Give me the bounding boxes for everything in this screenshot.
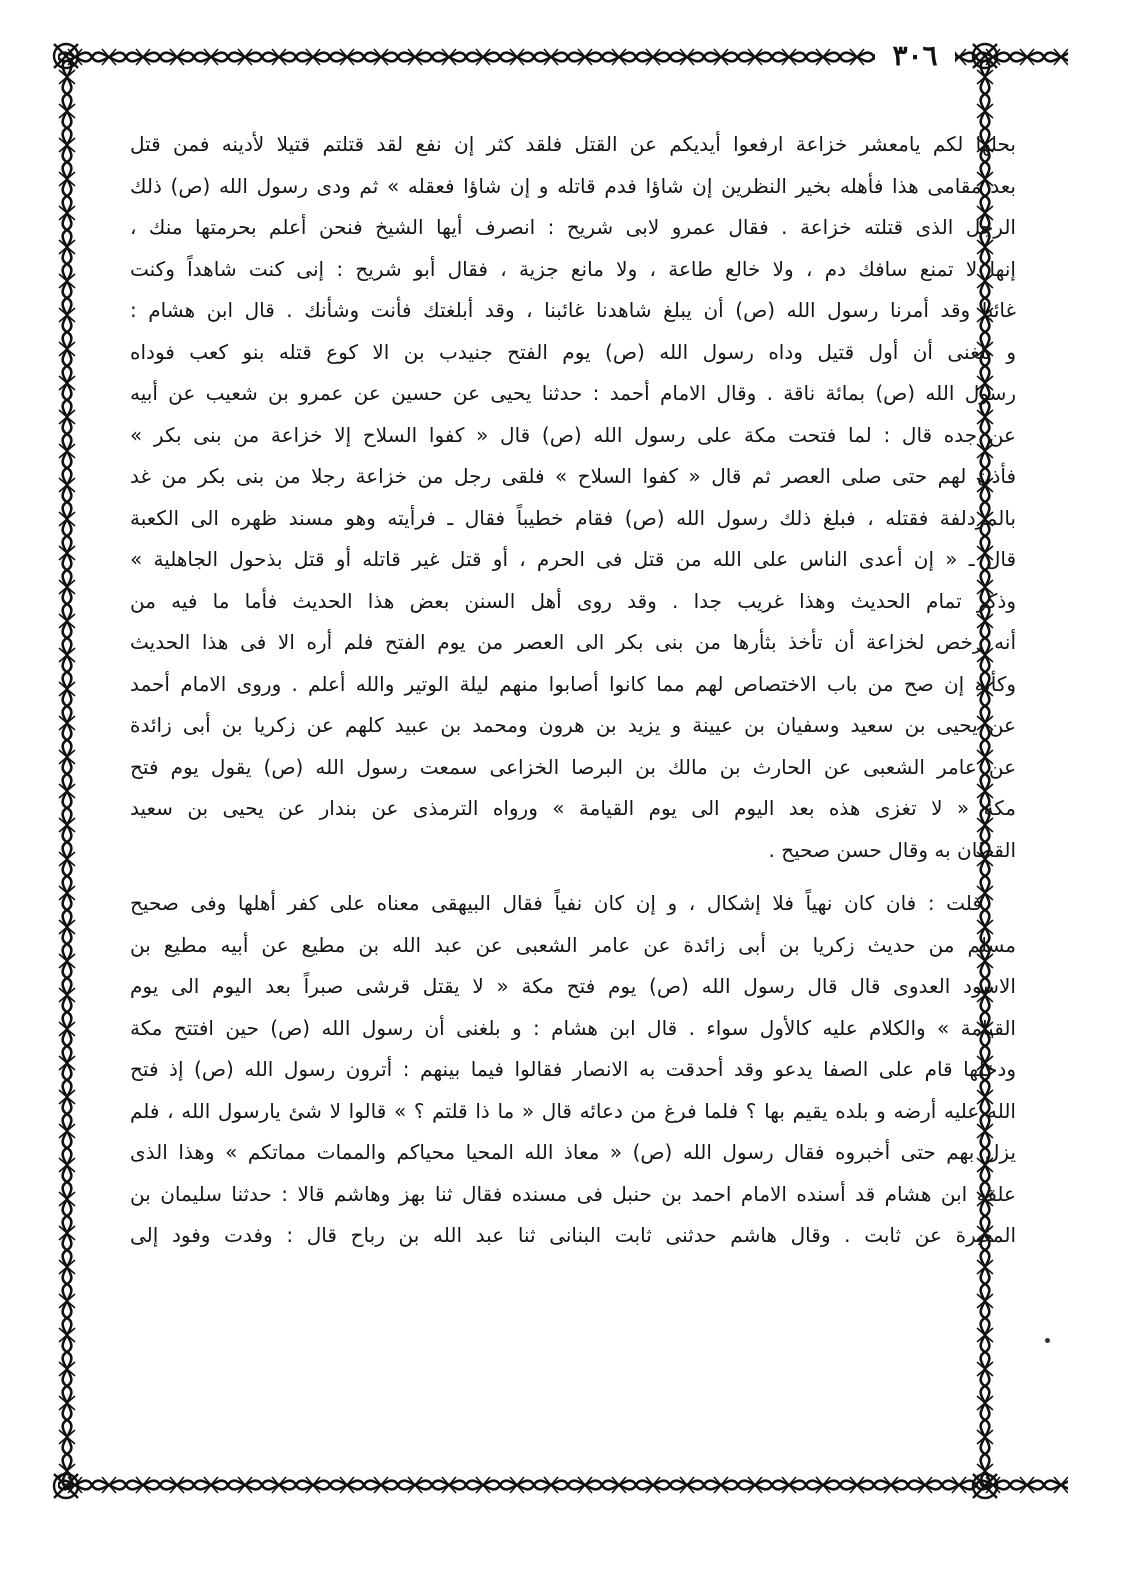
text-line: عن يحيى بن سعيد وسفيان بن عيينة و يزيد بن هرون ومحمد بن عبيد كلهم عن زكريا بن أبى زائدة bbox=[130, 713, 1016, 737]
text-line: القيامة » والكلام عليه كالأول سواء . قال ابن هشام : و بلغنى أن رسول الله (ص) حين افتتح مكة bbox=[130, 1015, 1016, 1040]
text-line: فأذن لهم حتى صلى العصر ثم قال « كفوا السلاح » فلقى رجل من خزاعة رجلا من بنى بكر من غد bbox=[130, 464, 1016, 488]
border-left bbox=[50, 60, 84, 1490]
text-line: وذكر تمام الحديث وهذا غريب جدا . وقد روى أهل السنن بعض هذا الحديث فأما ما فيه من bbox=[130, 588, 1016, 613]
text-line: يزل بهم حتى أخبروه فقال رسول الله (ص) « معاذ الله المحيا محياكم والممات مماتكم » وهذا الذى bbox=[130, 1140, 1016, 1164]
text-line: غائبا وقد أمرنا رسول الله (ص) أن يبلغ شاهدنا غائبنا ، وقد أبلغتك فأنت وشأنك . قال ابن هشام : bbox=[130, 298, 1016, 322]
text-line: أنه رخص لخزاعة أن تأخذ بثأرها من بنى بكر الى العصر من يوم الفتح فلم أره الا فى هذا الحديث bbox=[130, 630, 1016, 654]
text-line: بعد مقامى هذا فأهله بخير النظرين إن شاؤا فدم قاتله و إن شاؤا فعقله » ثم ودى رسول الله (ص) ذلك bbox=[130, 173, 1016, 198]
text-line: الاسود العدوى قال قال رسول الله (ص) يوم فتح مكة « لا يقتل قرشى صبراً بعد اليوم الى يوم bbox=[130, 974, 1016, 998]
text-line: الرجل الذى قتلته خزاعة . فقال عمرو لابى شريح : انصرف أيها الشيخ فنحن أعلم بحرمتها منك ، bbox=[130, 215, 1016, 239]
text-line: قال ـ « إن أعدى الناس على الله من قتل فى الحرم ، أو قتل غير قاتله أو قتل بذحول الجاهلية » bbox=[130, 547, 1016, 571]
text-line: مسلم من حديث زكريا بن أبى زائدة عن عامر الشعبى عن عبد الله بن مطيع عن أبيه مطيع بن bbox=[130, 932, 1016, 957]
body-text bbox=[130, 124, 1016, 1257]
text-line: إنها لا تمنع سافك دم ، ولا خالع طاعة ، ولا مانع جزية ، فقال أبو شريح : إنى كنت شاهداً وكنت bbox=[130, 256, 1016, 281]
text-line: رسول الله (ص) بمائة ناقة . وقال الامام أحمد : حدثنا يحيى عن حسين عن عمرو بن شعيب عن أبيه bbox=[130, 381, 1016, 405]
page-number: ٣٠٦ bbox=[875, 38, 955, 74]
text-line: وكأنه إن صح من باب الاختصاص لهم مما كانوا أصابوا منهم ليلة الوتير والله أعلم . وروى الامام أحمد bbox=[130, 671, 1016, 696]
border-bottom bbox=[58, 1468, 1068, 1502]
text-line: الله عليه أرضه و بلده يقيم بها ؟ فلما فرغ من دعائه قال « ما ذا قلتم ؟ » قالوا لا شئ يارسول الله ، فلم bbox=[130, 1098, 1016, 1123]
ink-speck bbox=[1045, 1338, 1050, 1343]
text-line: ودخلها قام على الصفا يدعو وقد أحدقت به الانصار فقالوا فيما بينهم : أترون رسول الله (ص) إذ فتح bbox=[130, 1057, 1016, 1081]
text-line: عن جده قال : لما فتحت مكة على رسول الله (ص) قال « كفوا السلاح إلا خزاعة من بنى بكر » bbox=[130, 422, 1016, 447]
text-line: و بلغنى أن أول قتيل وداه رسول الله (ص) يوم الفتح جنيدب بن الا كوع قتله بنو كعب فوداه bbox=[130, 339, 1016, 364]
text-line: عن عامر الشعبى عن الحارث بن مالك بن البرصا الخزاعى سمعت رسول الله (ص) يقول يوم فتح bbox=[130, 754, 1016, 779]
text-line: مكة « لا تغزى هذه بعد اليوم الى يوم القيامة » ورواه الترمذى عن بندار عن يحيى بن سعيد bbox=[130, 796, 1016, 820]
paragraph-1 bbox=[130, 124, 1016, 871]
text-line: بالمزدلفة فقتله ، فبلغ ذلك رسول الله (ص) فقام خطيباً فقال ـ فرأيته وهو مسند ظهره الى الكعبة bbox=[130, 505, 1016, 530]
text-line: القطان به وقال حسن صحيح . bbox=[768, 837, 1016, 862]
text-line: المغيرة عن ثابت . وقال هاشم حدثنى ثابت البنانى ثنا عبد الله بن رباح قال : وفدت وفود إلى bbox=[130, 1223, 1016, 1247]
text-line: قلت : فان كان نهياً فلا إشكال ، و إن كان نفياً فقال البيهقى معناه على كفر أهلها وفى صحيح bbox=[130, 891, 982, 915]
paragraph-2 bbox=[130, 883, 1016, 1257]
text-line: بحلها لكم يامعشر خزاعة ارفعوا أيديكم عن القتل فلقد كثر إن نفع لقد قتلتم قتيلا لأدينه فمن قتل bbox=[130, 132, 1016, 156]
text-line: علقه ابن هشام قد أسنده الامام احمد بن حنبل فى مسنده فقال ثنا بهز وهاشم قالا : حدثنا سليمان بن bbox=[130, 1181, 1016, 1206]
